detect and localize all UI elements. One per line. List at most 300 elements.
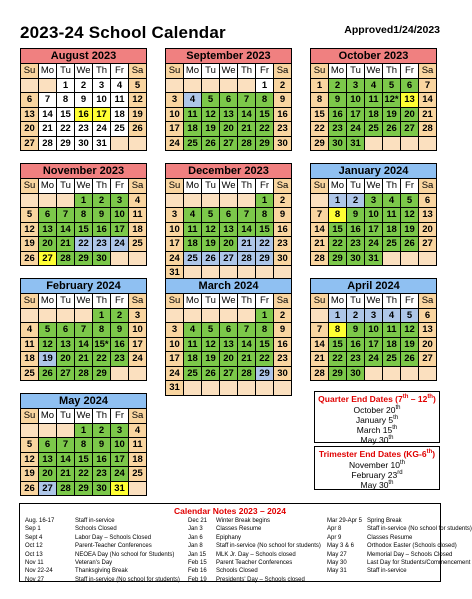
day-cell: 4: [365, 79, 383, 94]
weekday-header: Fr: [111, 409, 129, 424]
quarter-end-date: October 20th: [353, 405, 401, 415]
note-text: Schools Closed: [75, 526, 117, 533]
empty-cell: [21, 79, 39, 94]
day-cell: 12: [202, 338, 220, 353]
empty-cell: [21, 194, 39, 209]
day-cell: 24: [129, 352, 147, 367]
day-cell: 22: [329, 352, 347, 367]
empty-cell: [202, 381, 220, 396]
day-cell: 14: [311, 338, 329, 353]
weekday-header: We: [220, 294, 238, 309]
month-april-2024: [310, 278, 437, 381]
day-cell: 15: [57, 108, 75, 123]
day-cell: 19: [202, 237, 220, 252]
notes-column-3: [327, 517, 472, 576]
weekday-header: Su: [311, 294, 329, 309]
day-cell: 9: [93, 208, 111, 223]
weekday-header: Th: [383, 294, 401, 309]
weekday-header: Mo: [39, 64, 57, 79]
day-cell: 15: [311, 108, 329, 123]
day-cell: 11: [383, 208, 401, 223]
empty-cell: [166, 79, 184, 94]
note-text: Winter Break begins: [216, 518, 271, 524]
empty-cell: [57, 309, 75, 324]
day-cell: 10: [93, 93, 111, 108]
day-cell: 27: [220, 367, 238, 382]
day-cell: 13: [220, 108, 238, 123]
day-cell: 16: [93, 453, 111, 468]
day-cell: 26: [202, 252, 220, 267]
day-cell: 11: [129, 208, 147, 223]
day-cell: 5: [202, 208, 220, 223]
day-cell: 14: [57, 453, 75, 468]
day-cell: 28: [311, 367, 329, 382]
month-title: March 2024: [165, 278, 292, 293]
trimester-end-date: February 23rd: [351, 470, 403, 480]
day-cell: 27: [419, 352, 437, 367]
day-cell: 17: [365, 223, 383, 238]
day-cell: 12: [202, 108, 220, 123]
day-cell: 14: [75, 338, 93, 353]
empty-cell: [419, 367, 437, 382]
day-cell: 4: [383, 194, 401, 209]
month-december-2023: [165, 163, 292, 281]
empty-cell: [57, 424, 75, 439]
weekday-header: Fr: [401, 64, 419, 79]
empty-cell: [21, 424, 39, 439]
day-cell: 21: [39, 122, 57, 137]
empty-cell: [184, 381, 202, 396]
day-cell: 7: [57, 438, 75, 453]
empty-cell: [238, 194, 256, 209]
day-cell: 25: [184, 137, 202, 152]
day-cell: 8: [256, 208, 274, 223]
day-cell: 19: [21, 467, 39, 482]
weekday-header: Fr: [111, 64, 129, 79]
day-cell: 24: [347, 122, 365, 137]
day-cell: 13: [401, 93, 419, 108]
day-cell: 25: [383, 352, 401, 367]
weekday-header: Su: [21, 409, 39, 424]
day-cell: 20: [39, 237, 57, 252]
day-cell: 1: [329, 309, 347, 324]
day-cell: 3: [111, 194, 129, 209]
day-cell: 8: [75, 208, 93, 223]
empty-cell: [202, 194, 220, 209]
day-cell: 8: [329, 208, 347, 223]
day-cell: 20: [220, 122, 238, 137]
day-cell: 11: [184, 223, 202, 238]
day-cell: 23: [274, 237, 292, 252]
weekday-header: Sa: [274, 179, 292, 194]
weekday-header: Su: [166, 179, 184, 194]
day-cell: 23: [75, 122, 93, 137]
day-cell: 5: [202, 93, 220, 108]
day-cell: 28: [238, 367, 256, 382]
day-cell: 27: [39, 252, 57, 267]
day-cell: 25: [365, 122, 383, 137]
day-cell: 8: [93, 323, 111, 338]
day-cell: 18: [129, 453, 147, 468]
day-cell: 25: [129, 237, 147, 252]
day-cell: 9: [347, 323, 365, 338]
day-cell: 31: [93, 137, 111, 152]
note-text: Classes Resume: [367, 534, 413, 541]
weekday-header: We: [75, 64, 93, 79]
day-cell: 24: [111, 237, 129, 252]
empty-cell: [111, 367, 129, 382]
day-cell: 7: [57, 208, 75, 223]
month-title: October 2023: [310, 48, 437, 63]
weekday-header: Mo: [39, 294, 57, 309]
empty-cell: [419, 137, 437, 152]
calendar-notes: [19, 503, 472, 583]
day-cell: 8: [75, 438, 93, 453]
day-cell: 20: [21, 122, 39, 137]
day-cell: 23: [274, 352, 292, 367]
day-cell: 8: [57, 93, 75, 108]
day-cell: 5: [401, 309, 419, 324]
note-date: May 27: [327, 551, 347, 558]
note-row: [327, 517, 472, 525]
day-cell: 19: [129, 108, 147, 123]
day-cell: 26: [383, 122, 401, 137]
day-cell: 2: [75, 79, 93, 94]
empty-cell: [21, 309, 39, 324]
day-cell: 1: [329, 194, 347, 209]
empty-cell: [220, 79, 238, 94]
day-cell: 11: [365, 93, 383, 108]
day-cell: 15: [75, 223, 93, 238]
note-text: Schools Closed: [216, 568, 258, 575]
day-cell: 30: [93, 252, 111, 267]
weekday-header: Mo: [329, 64, 347, 79]
day-cell: 5: [383, 79, 401, 94]
empty-cell: [39, 194, 57, 209]
day-cell: 12: [39, 338, 57, 353]
day-cell: 5: [21, 208, 39, 223]
day-cell: 25: [383, 237, 401, 252]
note-date: Jan 3: [188, 526, 203, 533]
month-title: May 2024: [20, 393, 147, 408]
weekday-header: We: [365, 64, 383, 79]
weekday-header: Mo: [39, 179, 57, 194]
note-date: Sep 1: [25, 526, 41, 533]
day-cell: 9: [111, 323, 129, 338]
weekday-header: Th: [93, 294, 111, 309]
day-cell: 11: [129, 438, 147, 453]
note-text: Thanksgiving Break: [75, 568, 128, 575]
day-cell: 20: [220, 237, 238, 252]
day-cell: 19: [383, 108, 401, 123]
day-cell: 16: [93, 223, 111, 238]
day-cell: 19: [21, 237, 39, 252]
day-cell: 30: [274, 252, 292, 267]
weekday-header: Sa: [274, 294, 292, 309]
day-cell: 23: [93, 237, 111, 252]
day-cell: 11: [184, 338, 202, 353]
day-cell: 28: [75, 367, 93, 382]
day-cell: 3: [166, 93, 184, 108]
day-cell: 21: [238, 237, 256, 252]
weekday-header: Tu: [202, 64, 220, 79]
day-cell: 27: [401, 122, 419, 137]
day-cell: 26: [21, 482, 39, 497]
day-cell: 6: [419, 194, 437, 209]
note-row: [25, 517, 180, 525]
note-text: Veteran's Day: [75, 560, 113, 567]
day-cell: 2: [93, 194, 111, 209]
day-cell: 21: [57, 237, 75, 252]
day-cell: 27: [220, 137, 238, 152]
day-cell: 29: [329, 367, 347, 382]
day-cell: 1: [75, 424, 93, 439]
empty-cell: [184, 309, 202, 324]
day-cell: 26: [401, 237, 419, 252]
note-row: [25, 534, 180, 542]
day-cell: 6: [57, 323, 75, 338]
weekday-header: Mo: [184, 294, 202, 309]
note-date: May 30: [327, 560, 347, 567]
weekday-header: We: [220, 179, 238, 194]
weekday-header: Fr: [256, 179, 274, 194]
note-row: [327, 534, 472, 542]
day-cell: 6: [419, 309, 437, 324]
note-text: Staff in-service: [367, 568, 407, 575]
day-cell: 2: [329, 79, 347, 94]
empty-cell: [129, 252, 147, 267]
day-cell: 11: [111, 93, 129, 108]
day-cell: 10: [129, 323, 147, 338]
day-cell: 26: [39, 367, 57, 382]
day-cell: 30: [93, 482, 111, 497]
day-cell: 16: [274, 223, 292, 238]
day-cell: 14: [419, 93, 437, 108]
day-cell: 12: [202, 223, 220, 238]
empty-cell: [365, 137, 383, 152]
note-date: Nov 22-24: [25, 568, 53, 575]
day-cell: 30: [274, 367, 292, 382]
day-cell: 27: [21, 137, 39, 152]
day-cell: 14: [57, 223, 75, 238]
day-cell: 8: [256, 93, 274, 108]
empty-cell: [401, 367, 419, 382]
day-cell: 20: [57, 352, 75, 367]
day-cell: 9: [329, 93, 347, 108]
day-cell: 1: [311, 79, 329, 94]
weekday-header: Fr: [111, 179, 129, 194]
day-cell: 25: [129, 467, 147, 482]
note-text: Orthodox Easter (Schools closed): [367, 543, 457, 550]
day-cell: 31: [166, 381, 184, 396]
weekday-header: Su: [21, 294, 39, 309]
day-cell: 31: [365, 252, 383, 267]
empty-cell: [129, 137, 147, 152]
empty-cell: [256, 381, 274, 396]
day-cell: 18: [184, 237, 202, 252]
day-cell: 17: [166, 352, 184, 367]
day-cell: 12: [401, 208, 419, 223]
approved-date: Approved1/24/2023: [344, 24, 440, 36]
month-september-2023: [165, 48, 292, 151]
day-cell: 16: [347, 338, 365, 353]
empty-cell: [238, 79, 256, 94]
note-text: Last Day for Students/Commencement: [367, 560, 471, 567]
month-march-2024: [165, 278, 292, 396]
day-cell: 2: [347, 194, 365, 209]
day-cell: 2: [111, 309, 129, 324]
day-cell: 12: [129, 93, 147, 108]
note-row: [188, 542, 321, 550]
day-cell: 4: [21, 323, 39, 338]
trimester-end-date: November 10th: [348, 460, 406, 470]
day-cell: 18: [383, 223, 401, 238]
day-cell: 15: [329, 223, 347, 238]
day-cell: 8: [311, 93, 329, 108]
month-title: January 2024: [310, 163, 437, 178]
note-text: MLK Jr. Day – Schools closed: [216, 551, 296, 558]
weekday-header: Su: [21, 64, 39, 79]
day-cell: 22: [311, 122, 329, 137]
day-cell: 15*: [93, 338, 111, 353]
day-cell: 23: [274, 122, 292, 137]
day-cell: 20: [220, 352, 238, 367]
day-cell: 10: [166, 223, 184, 238]
empty-cell: [238, 381, 256, 396]
day-cell: 28: [311, 252, 329, 267]
day-cell: 29: [256, 367, 274, 382]
weekday-header: Fr: [256, 64, 274, 79]
note-row: [188, 534, 321, 542]
day-cell: 22: [256, 352, 274, 367]
day-cell: 1: [57, 79, 75, 94]
empty-cell: [129, 367, 147, 382]
day-cell: 17: [129, 338, 147, 353]
note-date: Oct 13: [25, 551, 43, 558]
weekday-header: Tu: [57, 409, 75, 424]
note-row: [25, 567, 180, 575]
page-title: 2023-24 School Calendar: [20, 23, 226, 42]
day-cell: 8: [329, 323, 347, 338]
day-cell: 24: [166, 367, 184, 382]
day-cell: 18: [111, 108, 129, 123]
day-cell: 13: [21, 108, 39, 123]
empty-cell: [383, 137, 401, 152]
day-cell: 25: [184, 367, 202, 382]
day-cell: 3: [166, 208, 184, 223]
day-cell: 30: [75, 137, 93, 152]
note-row: [188, 551, 321, 559]
weekday-header: Su: [166, 64, 184, 79]
day-cell: 21: [311, 237, 329, 252]
weekday-header: Sa: [129, 179, 147, 194]
day-cell: 24: [365, 352, 383, 367]
day-cell: 16: [347, 223, 365, 238]
notes-column-1: [25, 517, 180, 584]
day-cell: 4: [111, 79, 129, 94]
weekday-header: Fr: [401, 294, 419, 309]
day-cell: 31: [166, 266, 184, 281]
day-cell: 26: [21, 252, 39, 267]
empty-cell: [111, 252, 129, 267]
day-cell: 30: [347, 367, 365, 382]
day-cell: 20: [401, 108, 419, 123]
day-cell: 1: [256, 79, 274, 94]
day-cell: 17: [93, 108, 111, 123]
day-cell: 28: [419, 122, 437, 137]
day-cell: 10: [111, 438, 129, 453]
note-row: [327, 542, 472, 550]
empty-cell: [365, 367, 383, 382]
month-october-2023: [310, 48, 437, 151]
day-cell: 2: [274, 194, 292, 209]
weekday-header: We: [365, 294, 383, 309]
day-cell: 2: [347, 309, 365, 324]
day-cell: 2: [274, 309, 292, 324]
day-cell: 21: [238, 352, 256, 367]
weekday-header: Th: [238, 294, 256, 309]
day-cell: 19: [401, 338, 419, 353]
weekday-header: Su: [311, 179, 329, 194]
day-cell: 13: [220, 223, 238, 238]
day-cell: 29: [93, 367, 111, 382]
day-cell: 10: [347, 93, 365, 108]
weekday-header: Sa: [419, 294, 437, 309]
weekday-header: Th: [238, 179, 256, 194]
day-cell: 16: [274, 338, 292, 353]
weekday-header: Sa: [419, 64, 437, 79]
day-cell: 15: [256, 223, 274, 238]
day-cell: 25: [111, 122, 129, 137]
month-november-2023: [20, 163, 147, 266]
empty-cell: [202, 309, 220, 324]
day-cell: 26: [401, 352, 419, 367]
day-cell: 23: [93, 467, 111, 482]
trimester-end-date: May 30th: [360, 480, 394, 490]
day-cell: 9: [274, 323, 292, 338]
day-cell: 16: [274, 108, 292, 123]
day-cell: 10: [166, 108, 184, 123]
note-row: [25, 551, 180, 559]
day-cell: 21: [238, 122, 256, 137]
note-text: Spring Break: [367, 518, 402, 524]
day-cell: 27: [419, 237, 437, 252]
empty-cell: [220, 194, 238, 209]
weekday-header: Th: [383, 179, 401, 194]
day-cell: 1: [256, 194, 274, 209]
note-row: [25, 559, 180, 567]
note-date: Jan 8: [188, 543, 203, 550]
day-cell: 12*: [383, 93, 401, 108]
empty-cell: [39, 309, 57, 324]
weekday-header: Su: [166, 294, 184, 309]
day-cell: 28: [238, 252, 256, 267]
quarter-end-date: May 30th: [360, 435, 394, 445]
day-cell: 16: [75, 108, 93, 123]
month-title: November 2023: [20, 163, 147, 178]
day-cell: 29: [311, 137, 329, 152]
day-cell: 1: [256, 309, 274, 324]
month-title: February 2024: [20, 278, 147, 293]
day-cell: 18: [129, 223, 147, 238]
day-cell: 10: [365, 323, 383, 338]
day-cell: 18: [21, 352, 39, 367]
note-row: [25, 525, 180, 533]
note-date: Sept 4: [25, 534, 43, 541]
day-cell: 13: [220, 338, 238, 353]
note-date: Feb 15: [188, 560, 207, 567]
day-cell: 22: [329, 237, 347, 252]
